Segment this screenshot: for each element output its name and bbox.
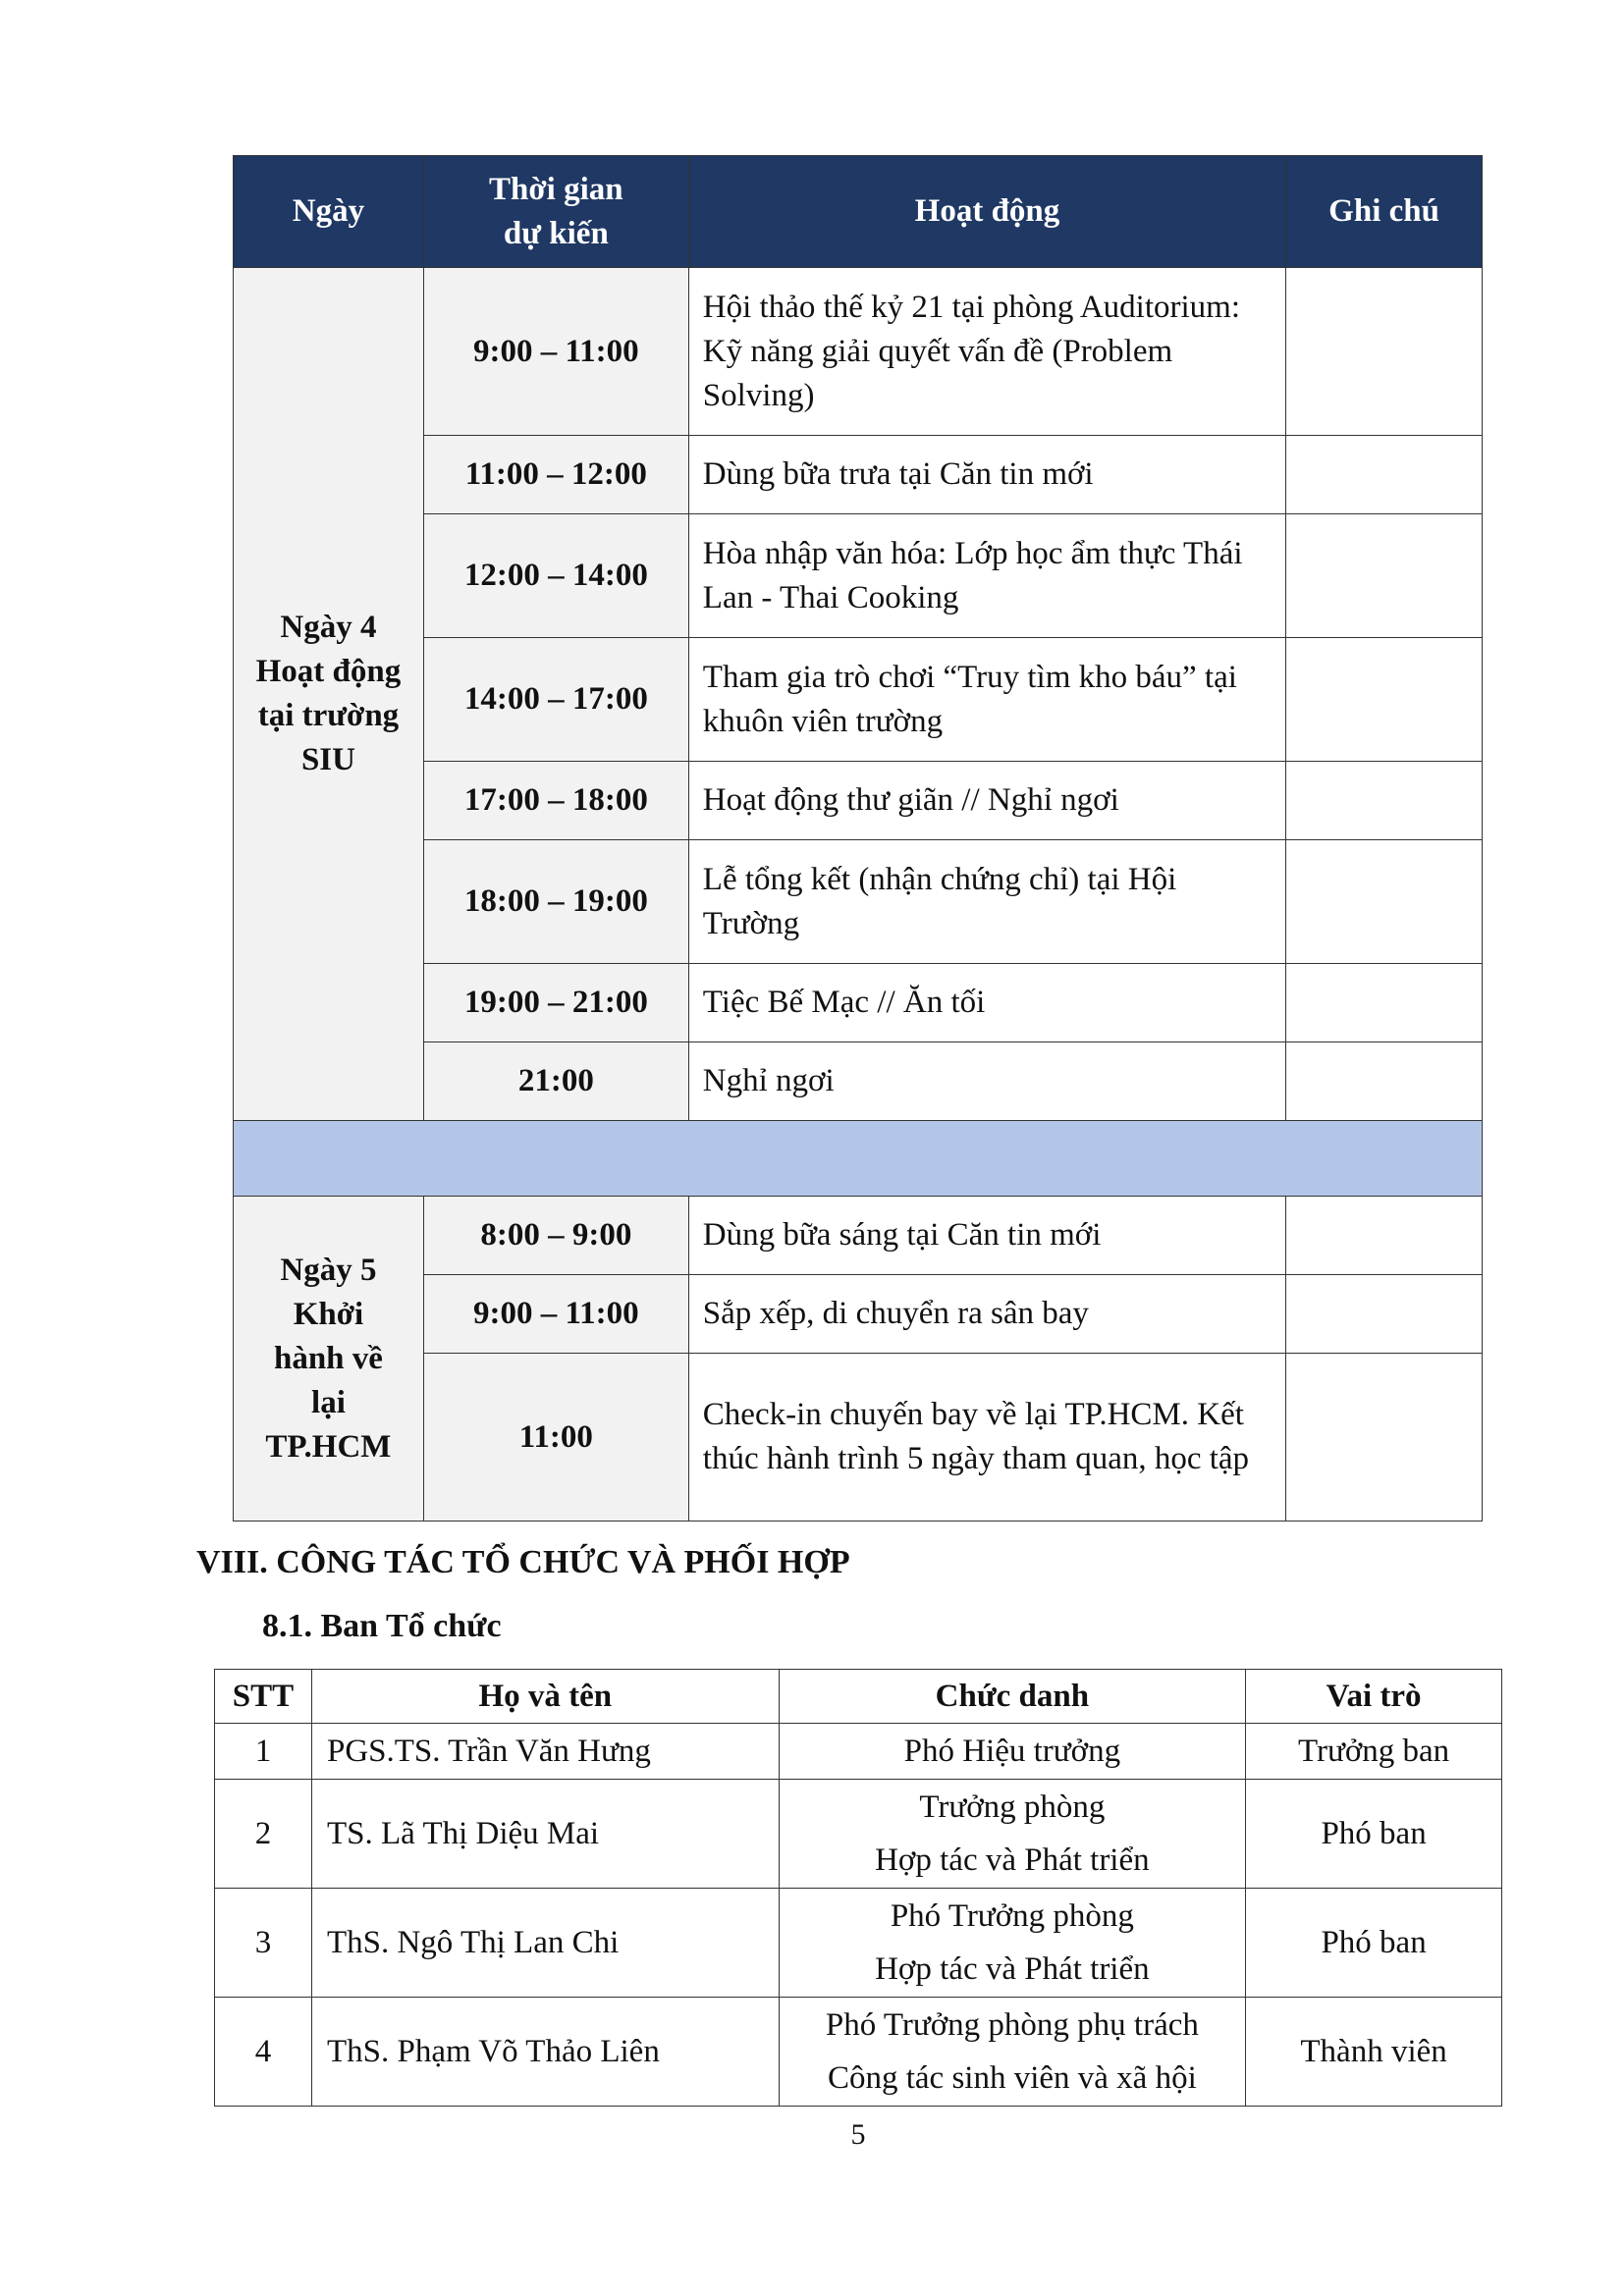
time-cell: 19:00 – 21:00 [423, 964, 688, 1042]
title-cell [779, 1889, 1246, 1998]
activity-cell: Hội thảo thế kỷ 21 tại phòng Auditorium: Kỹ năng giải quyết vấn đề (Problem Solving) [688, 268, 1285, 436]
note-cell [1286, 436, 1483, 514]
stt-cell: 1 [215, 1724, 312, 1780]
activity-cell: Tiệc Bế Mạc // Ăn tối [688, 964, 1285, 1042]
note-cell [1286, 840, 1483, 964]
header-stt: STT [215, 1670, 312, 1724]
day-label-line: Ngày 5 [280, 1252, 377, 1288]
header-title: Chức danh [779, 1670, 1246, 1724]
activity-cell: Check-in chuyến bay về lại TP.HCM. Kết thúc hành trình 5 ngày tham quan, học tập [688, 1354, 1285, 1522]
title-line: Phó Trưởng phòng phụ trách [825, 2007, 1199, 2043]
org-header-row [215, 1670, 1502, 1724]
note-cell [1286, 1354, 1483, 1522]
table-row [215, 1780, 1502, 1889]
time-cell: 14:00 – 17:00 [423, 638, 688, 762]
organizing-committee-table [214, 1669, 1502, 2107]
time-cell: 8:00 – 9:00 [423, 1197, 688, 1275]
role-cell: Phó ban [1246, 1780, 1502, 1889]
day-label-line: Ngày 4 [280, 610, 377, 645]
day-separator-cell [234, 1121, 1483, 1197]
title-line: Trưởng phòng [919, 1789, 1106, 1825]
header-role: Vai trò [1246, 1670, 1502, 1724]
header-day: Ngày [234, 156, 424, 268]
subsection-title: 8.1. Ban Tổ chức [262, 1608, 502, 1644]
title-cell [779, 1998, 1246, 2107]
header-note: Ghi chú [1286, 156, 1483, 268]
activity-cell: Hoạt động thư giãn // Nghỉ ngơi [688, 762, 1285, 840]
activity-cell: Tham gia trò chơi “Truy tìm kho báu” tại khuôn viên trường [688, 638, 1285, 762]
section-title: VIII. CÔNG TÁC TỔ CHỨC VÀ PHỐI HỢP [196, 1544, 850, 1580]
header-time: Thời gian dự kiến [423, 156, 688, 268]
title-line: Hợp tác và Phát triển [875, 1951, 1150, 1987]
note-cell [1286, 514, 1483, 638]
role-cell: Thành viên [1246, 1998, 1502, 2107]
note-cell [1286, 268, 1483, 436]
title-cell [779, 1780, 1246, 1889]
day-5-cell [234, 1197, 424, 1522]
day-label-line: hành về [273, 1340, 383, 1376]
header-activity: Hoạt động [688, 156, 1285, 268]
time-cell: 17:00 – 18:00 [423, 762, 688, 840]
schedule-table [233, 155, 1483, 1522]
activity-cell: Dùng bữa trưa tại Căn tin mới [688, 436, 1285, 514]
activity-cell: Lễ tổng kết (nhận chứng chỉ) tại Hội Trường [688, 840, 1285, 964]
day-label-line: TP.HCM [265, 1428, 392, 1465]
stt-cell: 2 [215, 1780, 312, 1889]
note-cell [1286, 1197, 1483, 1275]
activity-cell: Sắp xếp, di chuyển ra sân bay [688, 1275, 1285, 1354]
note-cell [1286, 964, 1483, 1042]
schedule-header-row [234, 156, 1483, 268]
page-number: 5 [850, 2118, 866, 2151]
table-row [215, 1889, 1502, 1998]
activity-cell: Hòa nhập văn hóa: Lớp học ẩm thực Thái Lan - Thai Cooking [688, 514, 1285, 638]
day-label-line: lại [311, 1384, 346, 1420]
day-label-line: Khởi [293, 1296, 364, 1332]
title-cell [779, 1724, 1246, 1780]
name-cell: ThS. Phạm Võ Thảo Liên [311, 1998, 779, 2107]
day-label-line: SIU [300, 742, 355, 777]
time-cell: 12:00 – 14:00 [423, 514, 688, 638]
note-cell [1286, 1275, 1483, 1354]
time-cell: 11:00 – 12:00 [423, 436, 688, 514]
name-cell: ThS. Ngô Thị Lan Chi [311, 1889, 779, 1998]
time-cell: 11:00 [423, 1354, 688, 1522]
title-line: Phó Trưởng phòng [890, 1898, 1134, 1934]
note-cell [1286, 638, 1483, 762]
day-label-line: tại trường [257, 698, 400, 733]
role-cell: Phó ban [1246, 1889, 1502, 1998]
time-cell: 21:00 [423, 1042, 688, 1121]
table-row [234, 268, 1483, 436]
stt-cell: 4 [215, 1998, 312, 2107]
title-line: Phó Hiệu trưởng [903, 1734, 1121, 1769]
note-cell [1286, 1042, 1483, 1121]
table-row [215, 1724, 1502, 1780]
day-label-line: Hoạt động [255, 654, 402, 689]
day-4-cell [234, 268, 424, 1121]
note-cell [1286, 762, 1483, 840]
name-cell: TS. Lã Thị Diệu Mai [311, 1780, 779, 1889]
activity-cell: Nghỉ ngơi [688, 1042, 1285, 1121]
title-line: Hợp tác và Phát triển [875, 1842, 1150, 1878]
activity-cell: Dùng bữa sáng tại Căn tin mới [688, 1197, 1285, 1275]
time-cell: 9:00 – 11:00 [423, 1275, 688, 1354]
title-line: Công tác sinh viên và xã hội [827, 2060, 1197, 2096]
stt-cell: 3 [215, 1889, 312, 1998]
time-cell: 9:00 – 11:00 [423, 268, 688, 436]
name-cell: PGS.TS. Trần Văn Hưng [311, 1724, 779, 1780]
header-name: Họ và tên [311, 1670, 779, 1724]
time-cell: 18:00 – 19:00 [423, 840, 688, 964]
day-separator-row [234, 1121, 1483, 1197]
role-cell: Trưởng ban [1246, 1724, 1502, 1780]
table-row [234, 1197, 1483, 1275]
table-row [215, 1998, 1502, 2107]
